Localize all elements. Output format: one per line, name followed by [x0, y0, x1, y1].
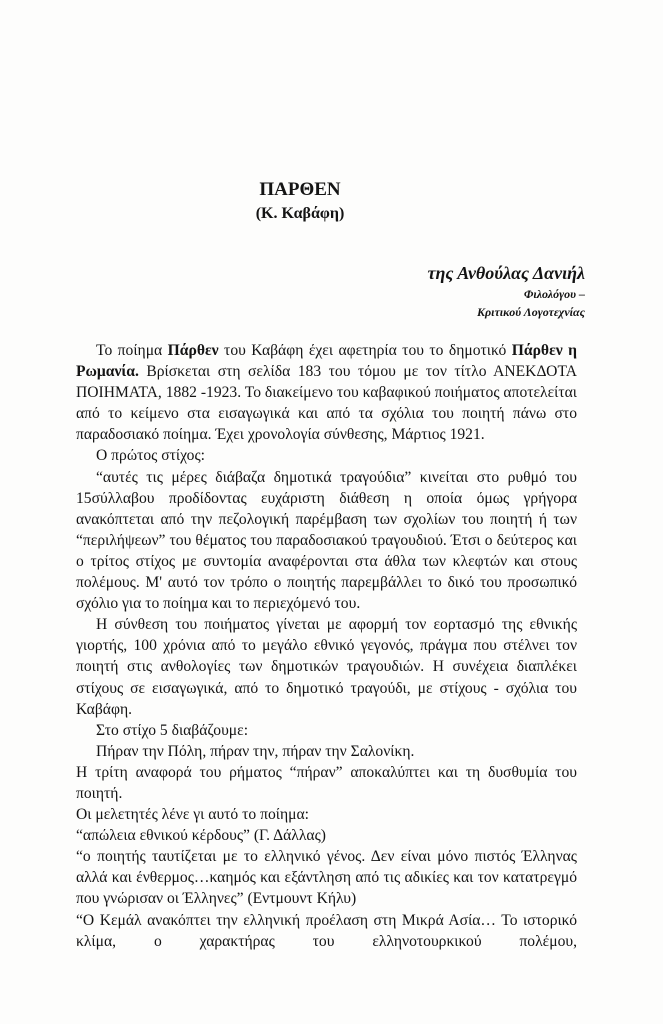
folk-song-title-bold: Πάρθεν η Ρωμανία.	[76, 342, 577, 381]
paragraph-third-mention: Η τρίτη αναφορά του ρήματος “πήραν” αποκαλύπτει και τη δυσθυμία του ποιητή.	[76, 763, 577, 802]
paragraph-verse5-label: Στο στίχο 5 διαβάζουμε:	[96, 721, 249, 739]
text-run: Βρίσκεται στη σελίδα 183 του τόμου με τον τίτλο ΑΝΕΚΔΟΤΑ ΠΟΙΗΜΑΤΑ, 1882 -1923. Το διακείμενο του καβαφικού ποιήματος αποτελείται από το κείμενο στα εισαγωγικά και από τα σχόλια του ποιητή πάνω στο παραδοσιακό ποίημα. Έχει χρονολογία σύνθεσης, Μάρτιος 1921.	[76, 363, 577, 444]
paragraph-first-verse-label: Ο πρώτος στίχος:	[96, 447, 205, 465]
article-subtitle: (Κ. Καβάφη)	[255, 205, 345, 222]
article-title: ΠΑΡΘΕΝ	[259, 179, 341, 200]
paragraph-scholars-label: Οι μελετητές λένε γι αυτό το ποίημα:	[76, 806, 309, 824]
quote-keeley: “ο ποιητής ταυτίζεται με το ελληνικό γένος. Δεν είναι μόνο πιστός Έλληνας αλλά και ένθερμος…καημός και εξάντληση από τις αδικίες και τον κατατρεγμό που γνώρισαν οι Έλληνες” (Εντμουντ Κήλυ)	[76, 848, 577, 908]
text-run: του Καβάφη έχει αφετηρία του το δημοτικό	[218, 342, 512, 359]
article-body	[76, 340, 577, 952]
author-name: της Ανθούλας Δανιήλ	[427, 263, 585, 283]
paragraph-intro	[76, 340, 577, 445]
author-role-line2: Κριτικού Λογοτεχνίας	[476, 305, 585, 319]
quote-dallas: “απώλεια εθνικού κέρδους” (Γ. Δάλλας)	[76, 827, 326, 845]
paragraph-composition: Η σύνθεση του ποιήματος γίνεται με αφορμή τον εορτασμό της εθνικής γιορτής, 100 χρόνια από το μεγάλο εθνικό γεγονός, πράγμα που στέλνει τον ποιητή στις ανθολογίες των δημοτικών τραγουδιών. Η συνέχεια διαπλέκει στίχους σε εισαγωγικά, από το δημοτικό τραγούδι, με στίχους - σχόλια του Καβάφη.	[76, 616, 577, 718]
poem-title-bold: Πάρθεν	[167, 342, 219, 359]
quoted-verse: Πήραν την Πόλη, πήραν την, πήραν την Σαλονίκη.	[96, 742, 415, 760]
author-role-line1: Φιλολόγου –	[523, 287, 585, 301]
quote-kemal: “Ο Κεμάλ ανακόπτει την ελληνική προέλαση στη Μικρά Ασία… Το ιστορικό κλίμα, ο χαρακτήρας του ελληνοτουρκικού πολέμου,	[76, 911, 577, 950]
paragraph-first-verse: “αυτές τις μέρες διάβαζα δημοτικά τραγούδια” κινείται στο ρυθμό του 15σύλλαβου προδίδοντας ευχάριστη διάθεση η οποία όμως γρήγορα ανακόπτεται από την πεζολογική παρέμβαση των σχολίων του ποιητή ή των “περιλήψεων” του θέματος του παραδοσιακού τραγουδιού. Έτσι ο δεύτερος και ο τρίτος στίχος με συντομία αναφέρονται στα άθλα των κλεφτών και στους πολέμους. Μ' αυτό τον τρόπο ο ποιητής παρεμβάλλει το δικό του προσωπικό σχόλιο για το ποίημα και το περιεχόμενό του.	[76, 468, 577, 613]
text-run: Το ποίημα	[96, 342, 168, 359]
